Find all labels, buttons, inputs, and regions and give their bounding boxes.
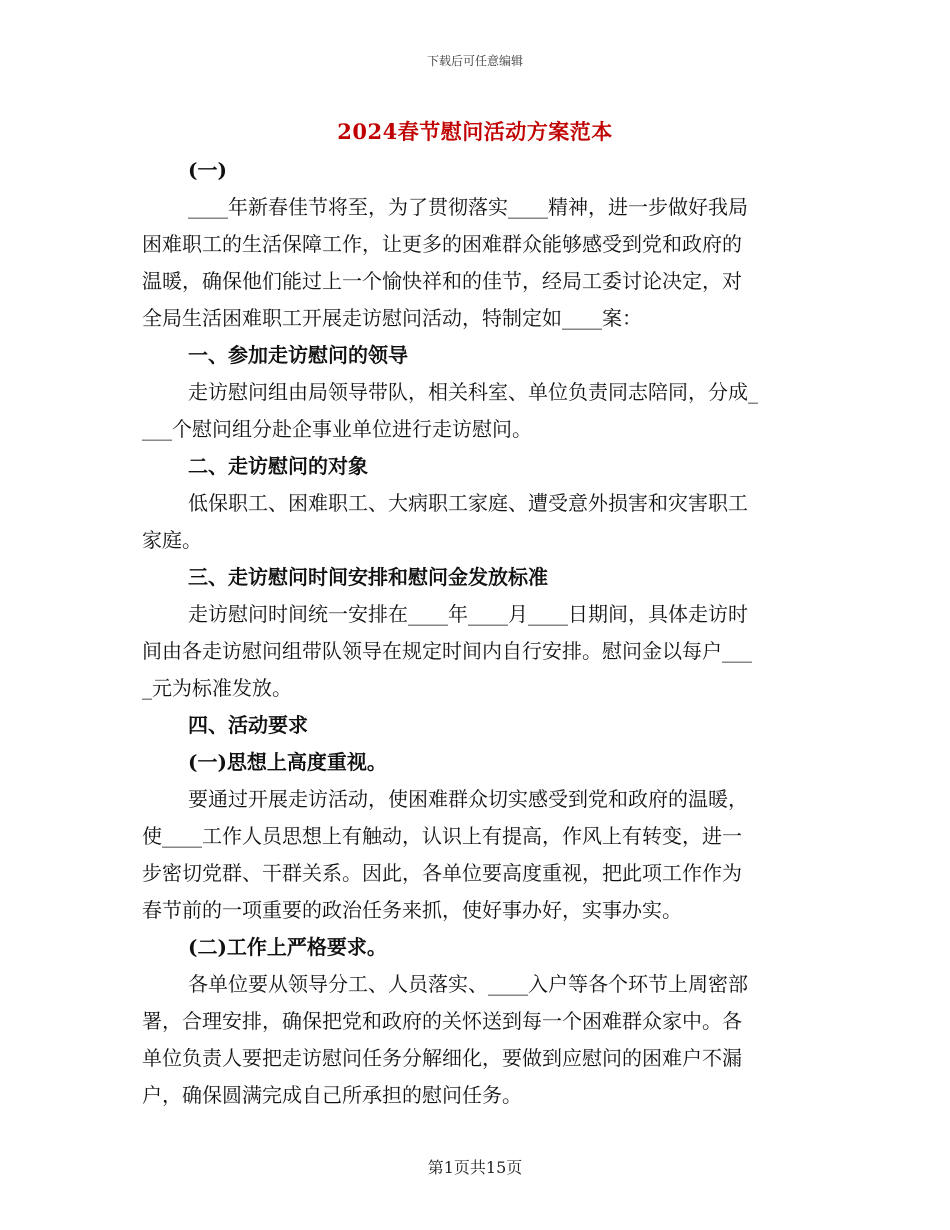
paragraph-line: ___个慰问组分赴企事业单位进行走访慰问。	[142, 417, 532, 441]
paragraph-line: _元为标准发放。	[142, 676, 292, 700]
paragraph-line: 低保职工、困难职工、大病职工家庭、遭受意外损害和灾害职工	[188, 491, 748, 515]
paragraph-line: 全局生活困难职工开展走访慰问活动，特制定如____案：	[142, 306, 642, 330]
paragraph-line: 温暖，确保他们能过上一个愉快祥和的佳节，经局工委讨论决定，对	[142, 269, 742, 293]
paragraph-line: 春节前的一项重要的政治任务来抓，使好事办好，实事办实。	[142, 898, 682, 922]
paragraph-line: 走访慰问组由局领导带队，相关科室、单位负责同志陪同，分成_	[188, 380, 758, 404]
paragraph-line: 各单位要从领导分工、人员落实、____入户等各个环节上周密部	[188, 972, 748, 996]
section-marker: (一)	[188, 158, 227, 182]
paragraph-line: 署，合理安排，确保把党和政府的关怀送到每一个困难群众家中。各	[142, 1009, 742, 1033]
page-number: 第1页共15页	[427, 1158, 523, 1177]
subsection-heading: (二)工作上严格要求。	[188, 935, 387, 959]
paragraph-line: 间由各走访慰问组带队领导在规定时间内自行安排。慰问金以每户___	[142, 639, 752, 663]
paragraph-line: ____年新春佳节将至，为了贯彻落实____精神，进一步做好我局	[188, 195, 748, 219]
paragraph-line: 单位负责人要把走访慰问任务分解细化，要做到应慰问的困难户不漏	[142, 1046, 742, 1070]
document-title: 2024春节慰问活动方案范本	[337, 119, 613, 144]
section-heading: 一、参加走访慰问的领导	[188, 343, 408, 367]
paragraph-line: 走访慰问时间统一安排在____年____月____日期间，具体走访时	[188, 602, 748, 626]
paragraph-line: 户，确保圆满完成自己所承担的慰问任务。	[142, 1083, 522, 1107]
paragraph-line: 步密切党群、干群关系。因此，各单位要高度重视，把此项工作作为	[142, 861, 742, 885]
paragraph-line: 家庭。	[142, 528, 202, 552]
section-heading: 二、走访慰问的对象	[188, 454, 368, 478]
paragraph-line: 困难职工的生活保障工作，让更多的困难群众能够感受到党和政府的	[142, 232, 742, 256]
subsection-heading: (一)思想上高度重视。	[188, 750, 387, 774]
paragraph-line: 使____工作人员思想上有触动，认识上有提高，作风上有转变，进一	[142, 824, 742, 848]
page-header: 下载后可任意编辑	[426, 54, 523, 68]
section-heading: 四、活动要求	[188, 713, 308, 737]
paragraph-line: 要通过开展走访活动，使困难群众切实感受到党和政府的温暖，	[188, 787, 748, 811]
section-heading: 三、走访慰问时间安排和慰问金发放标准	[188, 565, 548, 589]
